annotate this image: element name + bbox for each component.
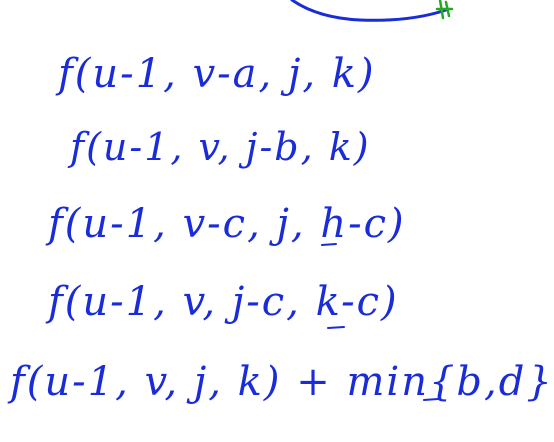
handwritten-line-1: f(u-1, v-a, j, k) [58, 51, 376, 97]
green-mark [437, 0, 452, 18]
underline-mark-4 [328, 327, 344, 328]
handwritten-line-5: f(u-1, v, j, k) + min{b,d} [10, 359, 554, 405]
handwritten-line-2: f(u-1, v, j-b, k) [70, 125, 371, 169]
handwritten-line-3: f(u-1, v-c, j, h-c) [48, 201, 406, 247]
arc-stroke [292, 0, 446, 20]
handwritten-line-4: f(u-1, v, j-c, k-c) [48, 279, 399, 325]
